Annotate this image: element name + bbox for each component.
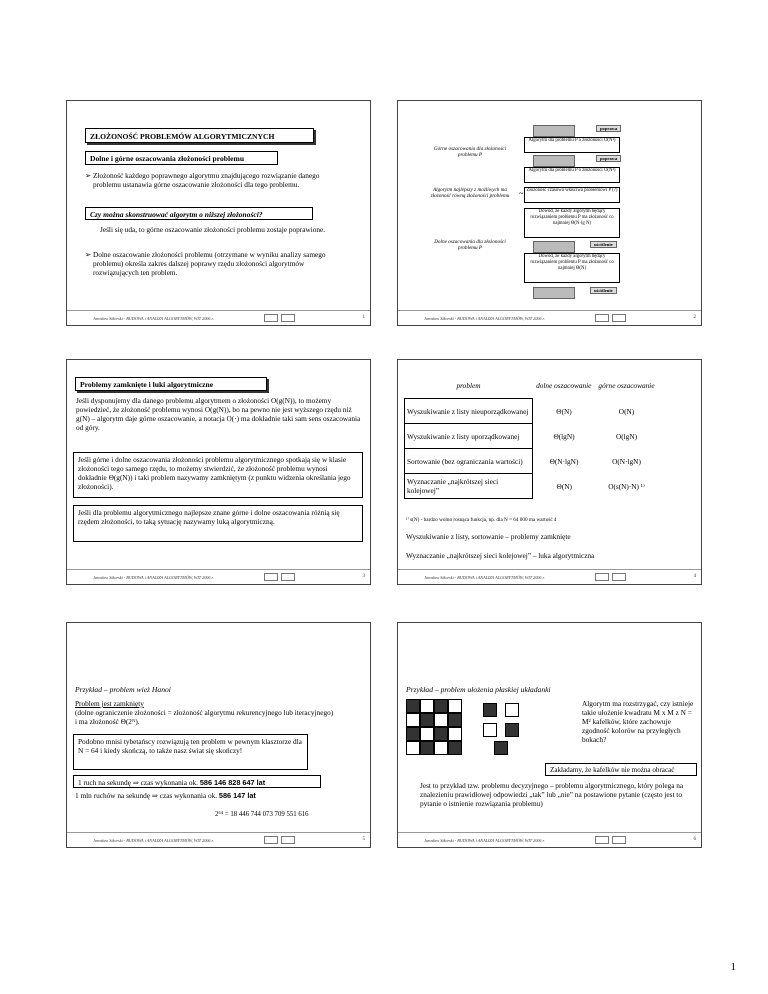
slide-5-paragraph: (dolne ograniczenie złożoności = złożoność algorytmu rekurencyjnego lub iteracyjnego) i ma złożoność Θ(2ᴺ). [75,708,334,726]
proof-n-box: Dowód, że każdy algorytm będący rozwiązaniem problemu P ma złożoność co najmniej Θ(N) [524,253,620,283]
slide-1-paragraph: Jeśli się uda, to górne oszacowanie złożoności problemu zostaje poprawione. [100,225,326,234]
nav-arrows[interactable] [264,314,298,323]
footnote: ¹⁾ s(N) - bardzo wolno rosnąca funkcja, np. dla N = 64 000 ma wartość 4 [406,517,557,523]
puzzle-tile [434,699,448,713]
monks-box: Podobno mnisi tybetańscy rozwiązują ten problem w pewnym klasztorze dla N = 64 i kiedy skończą, to także nasz świat się skończy! [73,734,308,770]
table-row: Wyszukiwanie z listy uporządkowanej Θ(lgN) O(lgN) [405,424,658,449]
next-arrow-icon[interactable] [612,314,626,322]
one-move-line: 1 ruch na sekundę ⇒ czas wykonania ok. 586 146 828 647 lat [73,775,321,788]
lower-bounds-label: Dolne oszacowania dla złożoności problemu P [434,239,506,251]
slide-2 [397,100,702,326]
slide-5-closed-label: Problem jest zamknięty [75,699,144,708]
footer-text: Jarosław Sikorski - BUDOWA i ANALIZA ALGORYTMÓW, WIT 2006 r. [93,838,214,843]
slide-number: 6 [693,837,696,842]
slide-1-bullet-2: ➢ Dolne oszacowanie złożoności problemu (otrzymane w wyniku analizy samego problemu) określa zakres dalszej poprawy rzędu złożoności algorytmów rozwiązujących ten problem. [85,250,326,277]
table-row: Sortowanie (bez ograniczania wartości) Θ(N·lgN) O(N·lgN) [405,449,658,474]
puzzle-tile [434,727,448,741]
down-arrow-icon [533,155,575,167]
puzzle-tile [494,741,508,755]
prev-arrow-icon[interactable] [264,573,278,581]
prev-arrow-icon[interactable] [595,573,609,581]
conclusion-1: Wyszukiwanie z listy, sortowanie – problemy zamknięte [406,532,571,541]
upper-bounds-label: Górne oszacowania dla złożoności problemu P [433,146,507,158]
conclusion-2: Wyznaczanie „najkrótszej sieci kolejowej” – luka algorytmiczna [406,551,595,560]
poprawa-label-1: poprawa [596,125,621,132]
puzzle-tile [406,741,420,755]
puzzle-tile [448,699,462,713]
footer-text: Jarosław Sikorski - BUDOWA i ANALIZA ALGORYTMÓW, WIT 2006 r. [93,316,214,321]
slide-4 [397,359,702,585]
proper-complexity-box: Złożoność czasowa właściwa problemowi P (?) [524,187,620,203]
puzzle-tile [420,713,434,727]
prev-arrow-icon[interactable] [595,836,609,844]
next-arrow-icon[interactable] [612,836,626,844]
slide-3-paragraph-3: Jeśli dla problemu algorytmicznego najlepsze znane górne i dolne oszacowania różnią się rzędem złożoności, to taką sytuację nazywamy luką algorytmiczną. [73,505,363,542]
slide-1-title: ZŁOŻONOŚĆ PROBLEMÓW ALGORYTMICZNYCH [85,128,314,143]
footer-text: Jarosław Sikorski - BUDOWA i ANALIZA ALGORYTMÓW, WIT 2006 r. [424,838,545,843]
puzzle-tile [448,741,462,755]
slide-number: 2 [693,315,696,320]
no-rotation-box: Zakładamy, że kafelków nie można obracać [545,763,697,776]
usc-label-2: uściślenie [590,287,617,294]
proof-nlgn-box: Dowód, że każdy algorytm będący rozwiązaniem problemu P ma złożoność co najmniej Θ(N·lg N) [524,208,620,238]
nav-arrows[interactable] [264,836,298,845]
slide-1-bullet-1: ➢ Złożoność każdego poprawnego algorytmu znajdującego rozwiązanie danego problemu ustanawia górne oszacowanie złożoności dla tego problemu. [85,171,320,189]
slide-6-title: Przykład – problem ułożenia płaskiej układanki [406,685,551,694]
slide-3-footer [67,569,370,584]
table-row: Wyznaczanie „najkrótszej sieci kolejowej” Θ(N) O(s(N)·N) ¹⁾ [405,474,658,499]
next-arrow-icon[interactable] [281,314,295,322]
power-line: 2⁶⁴ = 18 446 744 073 709 551 616 [215,811,309,818]
puzzle-tile [434,713,448,727]
nav-arrows[interactable] [595,836,629,845]
up-arrow-icon [533,241,575,253]
slide-3-paragraph-1: Jeśli dysponujemy dla danego problemu algorytmem o złożoności O(g(N)), to możemy powiedzieć, że złożoność problemu wynosi O(g(N)), bo na pewno nie jest wyższego rzędu niż g(N) – algorytm daje górne oszacowanie, a notacja O(·) ma dokładnie taki sam sens oszacowania od góry. [76,396,361,432]
puzzle-tile [420,727,434,741]
next-arrow-icon[interactable] [612,573,626,581]
algorithm-n3-box: Algorytm dla problemu P o złożoności O(N³) [524,137,620,153]
slide-4-footer [398,569,701,584]
puzzle-tile [483,723,497,737]
puzzle-tile [483,703,497,717]
puzzle-tile [406,699,420,713]
footer-text: Jarosław Sikorski - BUDOWA i ANALIZA ALGORYTMÓW, WIT 2006 r. [424,575,545,580]
tilde-symbol: ~ [519,189,524,198]
puzzle-tile [505,703,519,717]
table-row: Wyszukiwanie z listy nieuporządkowanej Θ(N) O(N) [405,399,658,424]
puzzle-tile [406,713,420,727]
prev-arrow-icon[interactable] [264,836,278,844]
slide-3-title: Problemy zamknięte i luki algorytmiczne [75,377,267,391]
nav-arrows[interactable] [595,314,629,323]
next-arrow-icon[interactable] [281,573,295,581]
slide-2-footer [398,310,701,325]
puzzle-tile [420,741,434,755]
next-arrow-icon[interactable] [281,836,295,844]
prev-arrow-icon[interactable] [264,314,278,322]
slide-6-footer [398,832,701,847]
loose-tiles [483,703,523,755]
up-arrow-icon [533,287,575,299]
header-problem: problem [456,380,481,390]
slide-5-title: Przykład – problem wież Hanoi [75,685,171,694]
page-number: 1 [730,961,736,973]
puzzle-tile [406,727,420,741]
slide-1-question: Czy można skonstruować algorytm o niższej złożoności? [85,207,313,220]
slide-number: 3 [362,574,365,579]
header-lower: dolne oszacowanie [536,380,592,390]
slide-5 [66,622,371,848]
slide-number: 1 [362,315,365,320]
slide-1-subtitle: Dolne i górne oszacowania złożoności problemu [85,151,278,165]
header-upper: górne oszacowanie [598,380,655,390]
best-algorithm-label: Algorytm najlepszy z możliwych ma złożoność równą złożoności problemu [430,187,510,199]
puzzle-tile [448,713,462,727]
prev-arrow-icon[interactable] [595,314,609,322]
puzzle-tile [448,727,462,741]
puzzle-grid [406,699,462,755]
slide-6-paragraph: Jest to przykład tzw. problemu decyzyjnego – problemu algorytmicznego, który polega na znalezieniu prawidłowej odpowiedzi „tak” lub „nie” na postawione pytanie (często jest to pytanie o istnienie rozwiązania problemu) [420,781,684,808]
slide-6-description: Algorytm ma rozstrzygać, czy istnieje takie ułożenie kwadratu M x M z N = M² kafelków, które zachowuje zgodność kolorów na przyległych bokach? [582,699,694,744]
slide-number: 5 [362,837,365,842]
nav-arrows[interactable] [595,573,629,582]
slide-6 [397,622,702,848]
million-moves-line: 1 mln ruchów na sekundę ⇒ czas wykonania ok. 586 147 lat [75,791,256,800]
slide-3-paragraph-2: Jeśli górne i dolne oszacowania złożoności problemu algorytmicznego spotkają się w klasie złożoności tego samego rzędu, to możemy stwierdzić, że złożoność problemu wynosi dokładnie Θ(g(N)) i taki problem nazywamy zamkniętym (z punktu widzenia określania jego złożoności). [73,452,363,498]
footer-text: Jarosław Sikorski - BUDOWA i ANALIZA ALGORYTMÓW, WIT 2006 r. [93,575,214,580]
slide-1 [66,100,371,326]
footer-text: Jarosław Sikorski - BUDOWA i ANALIZA ALGORYTMÓW, WIT 2006 r. [424,316,545,321]
down-arrow-icon [533,125,575,137]
slide-1-footer [67,310,370,325]
puzzle-tile [434,741,448,755]
puzzle-tile [420,699,434,713]
algorithm-n2-box: Algorytm dla problemu P o złożoności O(N²) [524,167,620,183]
complexity-table [404,372,658,499]
slide-5-footer [67,832,370,847]
puzzle-tile [505,723,519,737]
nav-arrows[interactable] [264,573,298,582]
usc-label-1: uściślenie [590,241,617,248]
poprawa-label-2: poprawa [596,155,621,162]
slide-3 [66,359,371,585]
slide-number: 4 [693,574,696,579]
